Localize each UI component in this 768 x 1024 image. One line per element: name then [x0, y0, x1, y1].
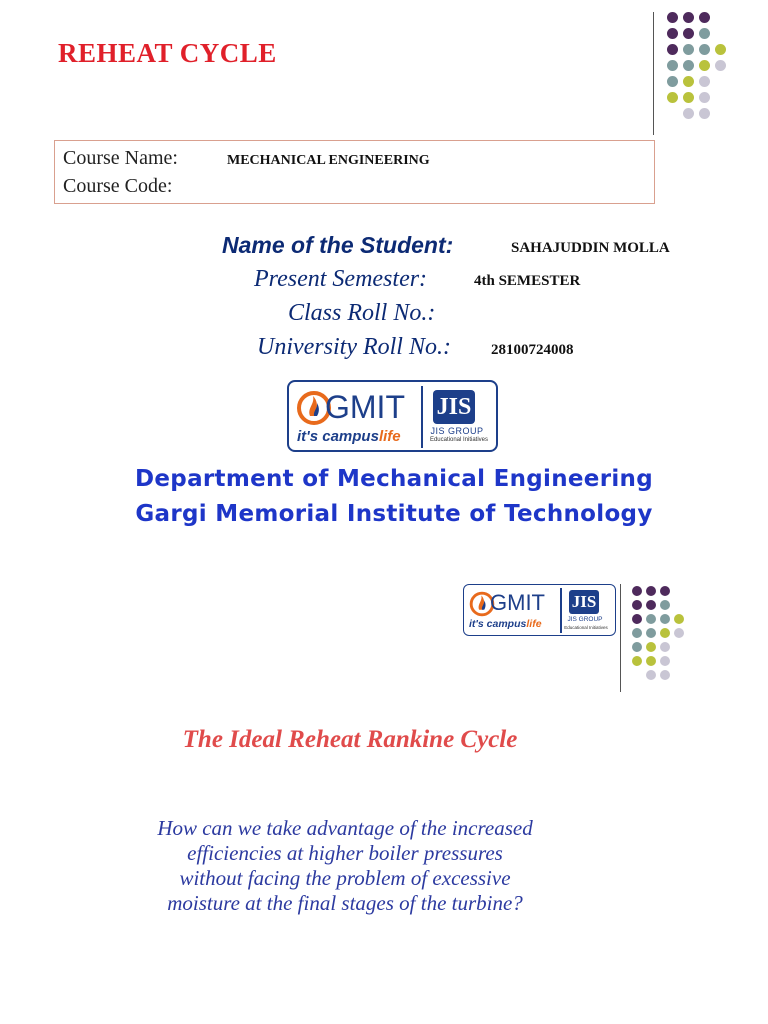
gmit-wordmark: GMIT [490, 590, 545, 615]
dot [632, 600, 642, 610]
jis-badge: JIS [433, 390, 475, 424]
course-name-label: Course Name: [63, 147, 178, 169]
dot [660, 628, 670, 638]
dot [683, 92, 694, 103]
dot [683, 76, 694, 87]
question-line: without facing the problem of excessive [179, 866, 511, 890]
question-line: moisture at the final stages of the turbine? [167, 891, 523, 915]
class-roll-label: Class Roll No.: [288, 300, 436, 326]
dot [674, 614, 684, 624]
dot [632, 656, 642, 666]
gmit-wordmark: GMIT [325, 389, 405, 425]
slide-question [130, 816, 560, 916]
decorative-dots-slide [618, 582, 708, 692]
page-title: REHEAT CYCLE [58, 38, 277, 68]
department-line2: Gargi Memorial Institute of Technology [135, 501, 653, 527]
dot [667, 76, 678, 87]
gmit-tagline: it's campuslife [469, 618, 542, 630]
dot [632, 642, 642, 652]
dot [660, 670, 670, 680]
dot [646, 642, 656, 652]
dot [646, 600, 656, 610]
student-name-label: Name of the Student: [222, 232, 454, 258]
question-line: How can we take advantage of the increased [157, 816, 533, 840]
dot [715, 44, 726, 55]
student-name-value: SAHAJUDDIN MOLLA [511, 240, 670, 256]
gmit-tagline: it's campuslife [297, 428, 401, 445]
dot [699, 76, 710, 87]
decorative-divider [653, 12, 654, 135]
department-line1: Department of Mechanical Engineering [135, 466, 653, 492]
dot [632, 614, 642, 624]
gmit-jis-logo-small [463, 584, 616, 636]
dot [667, 92, 678, 103]
jis-group-text: JIS GROUP [567, 616, 603, 623]
dot [699, 92, 710, 103]
course-info-box [54, 140, 655, 204]
dot [660, 656, 670, 666]
dot [646, 628, 656, 638]
dot [632, 586, 642, 596]
dot [632, 628, 642, 638]
dot [660, 642, 670, 652]
question-line: efficiencies at higher boiler pressures [187, 841, 503, 865]
semester-value: 4th SEMESTER [474, 273, 581, 289]
jis-sub-text: Educational Initiatives [564, 625, 608, 630]
dot [646, 670, 656, 680]
semester-label: Present Semester: [254, 266, 428, 292]
logo-divider [421, 386, 423, 448]
dot [699, 28, 710, 39]
dot [683, 60, 694, 71]
dot [667, 28, 678, 39]
dot [660, 586, 670, 596]
dot [667, 60, 678, 71]
jis-sub-text: Educational Initiatives [429, 437, 489, 443]
course-name-value: MECHANICAL ENGINEERING [227, 153, 430, 168]
dot [699, 108, 710, 119]
dot [660, 614, 670, 624]
dot [660, 600, 670, 610]
gmit-jis-logo [287, 380, 498, 452]
dot [646, 586, 656, 596]
dot [683, 28, 694, 39]
course-code-label: Course Code: [63, 175, 173, 197]
dot [683, 12, 694, 23]
dot [699, 60, 710, 71]
dot [683, 44, 694, 55]
dot [646, 656, 656, 666]
dot [646, 614, 656, 624]
dot [699, 12, 710, 23]
dot [674, 628, 684, 638]
decorative-dots-top [650, 8, 740, 118]
decorative-divider [620, 584, 621, 692]
dot [667, 12, 678, 23]
jis-badge: JIS [569, 590, 599, 614]
slide-title: The Ideal Reheat Rankine Cycle [182, 726, 518, 753]
dot [699, 44, 710, 55]
jis-group-text: JIS GROUP [430, 426, 484, 436]
dot [667, 44, 678, 55]
university-roll-label: University Roll No.: [257, 334, 451, 360]
dot [715, 60, 726, 71]
university-roll-value: 28100724008 [491, 342, 574, 358]
dot [683, 108, 694, 119]
